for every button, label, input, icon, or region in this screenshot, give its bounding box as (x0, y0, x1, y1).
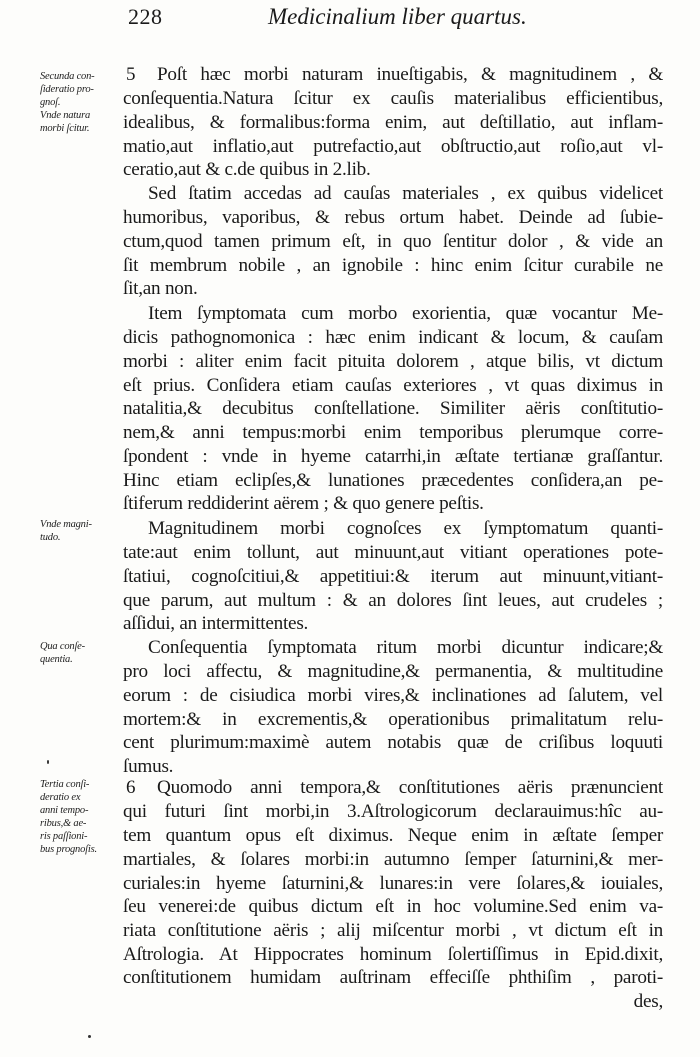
section-number: 5 (126, 64, 136, 85)
text-line: Hinc etiam eclipſes,& lunationes præcedentes conſidera,an pe- (123, 470, 663, 491)
text-line: ſit membrum nobile , an ignobile : hinc enim ſcitur curabile ne (123, 255, 663, 276)
text-line: Aſtrologia. At Hippocrates hominum ſolertiſſimus in Epid.dixit, (123, 944, 663, 965)
text-line: dicis pathognomonica : hæc enim indicant & locum, & cauſam (123, 327, 663, 348)
text-line: tem quantum opus eſt diximus. Neque enim in æſtate ſemper (123, 825, 663, 846)
margin-note (40, 518, 122, 544)
text-line: conſequentia.Natura ſcitur ex cauſis materialibus efficientibus, (123, 88, 663, 109)
margin-note-line: bus prognoſis. (40, 844, 97, 855)
text-line: Sed ſtatim accedas ad cauſas materiales , ex quibus videlicet (148, 183, 663, 204)
margin-note-line: tudo. (40, 532, 61, 543)
margin-note (40, 640, 122, 666)
margin-note-line: ris paſſioni- (40, 831, 88, 842)
text-line: mortem:& in excrementis,& operationibus primalitatum relu- (123, 709, 663, 730)
text-line: conſtitutionem humidam auſtrinam effeciſſe phthiſim , paroti- (123, 967, 663, 988)
margin-note (40, 70, 122, 135)
text-line: tate:aut enim tollunt, aut minuunt,aut vitiant operationes pote- (123, 542, 663, 563)
margin-note (40, 778, 122, 856)
text-line: ſumus. (123, 756, 174, 777)
text-line: nem,& anni tempus:morbi enim temporibus plerumque corre- (123, 422, 663, 443)
margin-note-line: gnoſ. (40, 97, 61, 108)
section-number: 6 (126, 777, 136, 798)
text-line: morbi : aliter enim facit pituita dolorem , atque bilis, vt dictum (123, 351, 663, 372)
text-line: curiales:in hyeme ſaturnini,& lunares:in vere ſolares,& iouiales, (123, 873, 663, 894)
text-line: qui futuri ſint morbi,in 3.Aſtrologicorum declarauimus:hîc au- (123, 801, 663, 822)
running-head: Medicinalium liber quartus. (268, 4, 527, 29)
margin-note-line: Vnde magni- (40, 519, 92, 530)
text-line: idealibus, & formalibus:forma enim, aut deſtillatio, aut inflam- (123, 112, 663, 133)
margin-note-line: Vnde natura (40, 110, 91, 121)
text-line: pro loci affectu, & magnitudine,& permanentia, & multitudine (123, 661, 663, 682)
text-line: Poſt hæc morbi naturam inueſtigabis, & magnitudinem , & (157, 64, 663, 85)
paper-speck (47, 760, 49, 764)
text-line: ſit,an non. (123, 278, 198, 299)
page-number: 228 (128, 4, 163, 29)
margin-note-line: morbi ſcitur. (40, 123, 90, 134)
text-line: Item ſymptomata cum morbo exorientia, quæ vocantur Me- (148, 303, 663, 324)
text-line: riata conſtitutione aëris ; alij miſcentur morbi , vt dictum eſt in (123, 920, 663, 941)
margin-note-line: Tertia conſi- (40, 779, 90, 790)
text-line: cent plurimum:maximè autem notabis quæ de criſibus loquuti (123, 732, 663, 753)
text-line: eorum : de cisiudica morbi vires,& inclinationes ad ſalutem, vel (123, 685, 663, 706)
text-line: humoribus, vaporibus, & rebus ortum habet. Deinde ad ſubie- (123, 207, 663, 228)
text-line: ſtiferum reddiderint aërem ; & quo genere peſtis. (123, 493, 484, 514)
margin-note-line: Secunda con- (40, 71, 95, 82)
margin-note-line: anni tempo- (40, 805, 89, 816)
text-line: martiales, & ſolares morbi:in autumno ſemper ſaturnini,& mer- (123, 849, 663, 870)
text-line: ctum,quod tamen primum eſt, in quo ſentitur dolor , & vide an (123, 231, 663, 252)
margin-note-line: Qua conſe- (40, 641, 85, 652)
text-line: aſſidui, an intermittentes. (123, 613, 309, 634)
margin-note-line: ſideratio pro- (40, 84, 94, 95)
text-line: que parum, aut multum : & an dolores ſint leues, aut crudeles ; (123, 590, 663, 611)
text-line: natalitia,& decubitus conſtellatione. Similiter aëris conſtitutio- (123, 398, 663, 419)
text-line: eſt prius. Conſidera etiam cauſas exteriores , vt quas diximus in (123, 375, 663, 396)
margin-note-line: ribus,& ae- (40, 818, 87, 829)
margin-note-line: quentia. (40, 654, 73, 665)
text-line: Conſequentia ſymptomata ritum morbi dicuntur indicare;& (148, 637, 663, 658)
text-line: Magnitudinem morbi cognoſces ex ſymptomatum quanti- (148, 518, 663, 539)
text-line: ſpondent : vnde in hyeme catarrhi,in æſtate tertianæ graſſantur. (123, 446, 663, 467)
margin-note-line: deratio ex (40, 792, 81, 803)
text-line: des, (633, 991, 663, 1012)
page-header (0, 4, 700, 30)
text-line: matio,aut inflatio,aut putrefactio,aut obſtructio,aut roſio,aut vl- (123, 136, 663, 157)
text-line: ſeu venerei:de quibus dictum eſt in hoc volumine.Sed enim va- (123, 896, 663, 917)
text-line: Quomodo anni tempora,& conſtitutiones aëris prænuncient (157, 777, 663, 798)
text-line: ceratio,aut & c.de quibus in 2.lib. (123, 159, 371, 180)
text-line: ſtatiui, cognoſcitiui,& appetitiui:& iterum aut minuunt,vitiant- (123, 566, 663, 587)
paper-speck (88, 1035, 91, 1038)
